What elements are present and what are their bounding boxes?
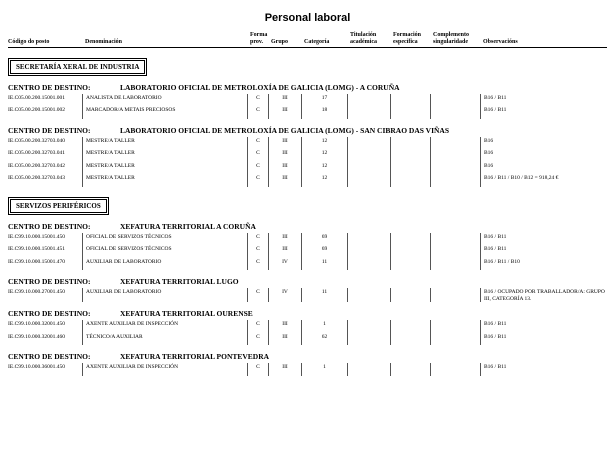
cell-codigo: IE.C05.00.200.32703.041 bbox=[8, 150, 65, 157]
cell-denominacion: AUXILIAR DE LABORATORIO bbox=[82, 258, 247, 271]
cell-observacions: B16 / B11 bbox=[480, 363, 607, 376]
cell-complemento bbox=[430, 174, 480, 187]
cell-forma: C bbox=[247, 233, 268, 246]
cell-formacion bbox=[390, 174, 430, 187]
cell-denominacion: OFICIAL DE SERVIZOS TÉCNICOS bbox=[82, 245, 247, 258]
centro-rows bbox=[8, 320, 607, 345]
cell-complemento bbox=[430, 288, 480, 302]
centro-name: LABORATORIO OFICIAL DE METROLOXÍA DE GALICIA (LOMG) - SAN CIBRAO DAS VIÑAS bbox=[120, 125, 450, 135]
cell-complemento bbox=[430, 333, 480, 346]
table-row bbox=[8, 149, 607, 162]
cell-formacion bbox=[390, 137, 430, 150]
cell-categoria: 62 bbox=[301, 333, 347, 346]
cell-titulacion bbox=[347, 162, 390, 175]
centro-heading bbox=[8, 309, 607, 318]
cell-categoria: 69 bbox=[301, 233, 347, 246]
cell-complemento bbox=[430, 106, 480, 119]
cell-codigo: IE.C05.00.200.15001.002 bbox=[8, 107, 65, 114]
cell-observacions: B16 / B11 bbox=[480, 245, 607, 258]
cell-forma: C bbox=[247, 106, 268, 119]
cell-categoria: 17 bbox=[301, 94, 347, 107]
table-row bbox=[8, 258, 607, 271]
cell-titulacion bbox=[347, 333, 390, 346]
table-row bbox=[8, 363, 607, 376]
table-body bbox=[8, 48, 607, 376]
centro-heading bbox=[8, 222, 607, 231]
cell-categoria: 1 bbox=[301, 320, 347, 333]
cell-denominacion: AXENTE AUXILIAR DE INSPECCIÓN bbox=[82, 320, 247, 333]
cell-formacion bbox=[390, 106, 430, 119]
cell-observacions: B16 / B11 bbox=[480, 320, 607, 333]
cell-grupo: III bbox=[268, 149, 301, 162]
cell-grupo: III bbox=[268, 233, 301, 246]
page-title: Personal laboral bbox=[264, 12, 351, 24]
table-row bbox=[8, 137, 607, 150]
cell-categoria: 18 bbox=[301, 106, 347, 119]
centro-name: XEFATURA TERRITORIAL PONTEVEDRA bbox=[120, 352, 270, 362]
column-header-grupo: Grupo bbox=[271, 38, 289, 45]
cell-observacions: B16 / B11 bbox=[480, 233, 607, 246]
cell-grupo: III bbox=[268, 94, 301, 107]
cell-denominacion: OFICIAL DE SERVIZOS TÉCNICOS bbox=[82, 233, 247, 246]
cell-forma: C bbox=[247, 258, 268, 271]
cell-observacions: B16 / B11 / B10 / B12 = 918,24 € bbox=[480, 174, 607, 187]
centro-rows bbox=[8, 288, 607, 302]
cell-complemento bbox=[430, 233, 480, 246]
centro-name: LABORATORIO OFICIAL DE METROLOXÍA DE GALICIA (LOMG) - A CORUÑA bbox=[120, 82, 400, 92]
cell-formacion bbox=[390, 258, 430, 271]
cell-observacions: B16 / OCUPADO POR TRABALLADOR/A: GRUPO III, CATEGORÍA 13. bbox=[480, 288, 607, 302]
centro-rows bbox=[8, 233, 607, 271]
cell-categoria: 12 bbox=[301, 174, 347, 187]
cell-titulacion bbox=[347, 149, 390, 162]
cell-formacion bbox=[390, 320, 430, 333]
centro-heading bbox=[8, 277, 607, 286]
centro-label: CENTRO DE DESTINO: bbox=[8, 125, 91, 135]
cell-categoria: 12 bbox=[301, 149, 347, 162]
cell-complemento bbox=[430, 94, 480, 107]
centro-label: CENTRO DE DESTINO: bbox=[8, 82, 91, 92]
centro-rows bbox=[8, 363, 607, 376]
cell-denominacion: AUXILIAR DE LABORATORIO bbox=[82, 288, 247, 302]
cell-titulacion bbox=[347, 363, 390, 376]
centro-label: CENTRO DE DESTINO: bbox=[8, 277, 91, 287]
table-row bbox=[8, 288, 607, 302]
table-row bbox=[8, 106, 607, 119]
table-row bbox=[8, 162, 607, 175]
cell-denominacion: MESTRE/A TALLER bbox=[82, 162, 247, 175]
table-row bbox=[8, 320, 607, 333]
centro-name: XEFATURA TERRITORIAL A CORUÑA bbox=[120, 221, 256, 231]
centro-heading bbox=[8, 352, 607, 361]
cell-titulacion bbox=[347, 320, 390, 333]
cell-formacion bbox=[390, 162, 430, 175]
cell-codigo: IE.C05.00.200.32703.040 bbox=[8, 137, 65, 144]
column-header-codigo: Código do posto bbox=[8, 38, 50, 45]
cell-forma: C bbox=[247, 149, 268, 162]
cell-complemento bbox=[430, 363, 480, 376]
cell-codigo: IE.C99.10.000.36001.450 bbox=[8, 364, 65, 371]
section bbox=[8, 48, 607, 187]
cell-observacions: B16 / B11 / B10 bbox=[480, 258, 607, 271]
cell-denominacion: MESTRE/A TALLER bbox=[82, 149, 247, 162]
cell-titulacion bbox=[347, 174, 390, 187]
centro-label: CENTRO DE DESTINO: bbox=[8, 221, 91, 231]
section-title-box: SERVIZOS PERIFÉRICOS bbox=[8, 197, 109, 215]
cell-categoria: 69 bbox=[301, 245, 347, 258]
column-header-formacion: Formación específica bbox=[393, 32, 421, 45]
cell-grupo: III bbox=[268, 320, 301, 333]
cell-grupo: IV bbox=[268, 288, 301, 302]
centro-label: CENTRO DE DESTINO: bbox=[8, 352, 91, 362]
cell-codigo: IE.C05.00.200.32703.043 bbox=[8, 175, 65, 182]
centro-rows bbox=[8, 137, 607, 187]
cell-denominacion: MESTRE/A TALLER bbox=[82, 174, 247, 187]
table-row bbox=[8, 333, 607, 346]
cell-titulacion bbox=[347, 106, 390, 119]
cell-formacion bbox=[390, 149, 430, 162]
cell-observacions: B16 / B11 bbox=[480, 94, 607, 107]
table-row bbox=[8, 245, 607, 258]
cell-formacion bbox=[390, 333, 430, 346]
cell-complemento bbox=[430, 137, 480, 150]
cell-grupo: III bbox=[268, 137, 301, 150]
cell-codigo: IE.C99.10.000.15001.451 bbox=[8, 246, 65, 253]
cell-forma: C bbox=[247, 162, 268, 175]
cell-categoria: 12 bbox=[301, 162, 347, 175]
cell-codigo: IE.C99.10.000.32001.460 bbox=[8, 333, 65, 340]
cell-categoria: 12 bbox=[301, 137, 347, 150]
cell-complemento bbox=[430, 162, 480, 175]
section bbox=[8, 187, 607, 376]
cell-denominacion: MESTRE/A TALLER bbox=[82, 137, 247, 150]
cell-forma: C bbox=[247, 288, 268, 302]
cell-grupo: III bbox=[268, 162, 301, 175]
cell-formacion bbox=[390, 288, 430, 302]
section-title-box: SECRETARÍA XERAL DE INDUSTRIA bbox=[8, 58, 147, 76]
cell-denominacion: TÉCNICO/A AUXILIAR bbox=[82, 333, 247, 346]
table-row bbox=[8, 233, 607, 246]
cell-grupo: III bbox=[268, 333, 301, 346]
cell-forma: C bbox=[247, 363, 268, 376]
cell-forma: C bbox=[247, 333, 268, 346]
cell-titulacion bbox=[347, 245, 390, 258]
cell-observacions: B16 bbox=[480, 137, 607, 150]
cell-grupo: III bbox=[268, 106, 301, 119]
table-header-row bbox=[8, 32, 607, 48]
cell-titulacion bbox=[347, 137, 390, 150]
cell-forma: C bbox=[247, 174, 268, 187]
cell-formacion bbox=[390, 233, 430, 246]
cell-grupo: IV bbox=[268, 258, 301, 271]
centro-rows bbox=[8, 94, 607, 119]
cell-complemento bbox=[430, 320, 480, 333]
cell-formacion bbox=[390, 94, 430, 107]
cell-titulacion bbox=[347, 94, 390, 107]
cell-grupo: III bbox=[268, 363, 301, 376]
cell-observacions: B16 / B11 bbox=[480, 333, 607, 346]
cell-categoria: 11 bbox=[301, 258, 347, 271]
table-row bbox=[8, 174, 607, 187]
table-row bbox=[8, 94, 607, 107]
cell-forma: C bbox=[247, 320, 268, 333]
cell-forma: C bbox=[247, 137, 268, 150]
cell-complemento bbox=[430, 258, 480, 271]
column-header-denominacion: Denominación bbox=[85, 38, 123, 45]
cell-codigo: IE.C05.00.200.15001.001 bbox=[8, 94, 65, 101]
cell-observacions: B16 bbox=[480, 162, 607, 175]
centro-name: XEFATURA TERRITORIAL OURENSE bbox=[120, 309, 253, 319]
cell-codigo: IE.C99.10.000.15001.470 bbox=[8, 258, 65, 265]
cell-denominacion: AXENTE AUXILIAR DE INSPECCIÓN bbox=[82, 363, 247, 376]
cell-grupo: III bbox=[268, 245, 301, 258]
cell-categoria: 1 bbox=[301, 363, 347, 376]
cell-grupo: III bbox=[268, 174, 301, 187]
centro-heading bbox=[8, 126, 607, 135]
cell-denominacion: MARCADOR/A METAIS PRECIOSOS bbox=[82, 106, 247, 119]
cell-formacion bbox=[390, 363, 430, 376]
cell-observacions: B16 / B11 bbox=[480, 106, 607, 119]
cell-complemento bbox=[430, 149, 480, 162]
column-header-complemento: Complemento singularidade bbox=[433, 32, 469, 45]
cell-formacion bbox=[390, 245, 430, 258]
cell-titulacion bbox=[347, 288, 390, 302]
cell-codigo: IE.C05.00.200.32703.042 bbox=[8, 162, 65, 169]
cell-codigo: IE.C99.10.000.32001.450 bbox=[8, 321, 65, 328]
cell-titulacion bbox=[347, 258, 390, 271]
centro-name: XEFATURA TERRITORIAL LUGO bbox=[120, 277, 239, 287]
document-page bbox=[0, 12, 615, 451]
cell-forma: C bbox=[247, 94, 268, 107]
cell-denominacion: ANALISTA DE LABORATORIO bbox=[82, 94, 247, 107]
cell-codigo: IE.C99.10.000.27001.450 bbox=[8, 289, 65, 296]
column-header-titulacion: Titulación académica bbox=[350, 32, 377, 45]
cell-observacions: B16 bbox=[480, 149, 607, 162]
cell-titulacion bbox=[347, 233, 390, 246]
centro-heading bbox=[8, 83, 607, 92]
cell-forma: C bbox=[247, 245, 268, 258]
cell-codigo: IE.C99.10.000.15001.450 bbox=[8, 233, 65, 240]
cell-categoria: 11 bbox=[301, 288, 347, 302]
column-header-observacions: Observacións bbox=[483, 38, 518, 45]
cell-complemento bbox=[430, 245, 480, 258]
column-header-categoria: Categoría bbox=[304, 38, 330, 45]
centro-label: CENTRO DE DESTINO: bbox=[8, 309, 91, 319]
column-header-forma-prov: Forma prov. bbox=[250, 32, 268, 45]
